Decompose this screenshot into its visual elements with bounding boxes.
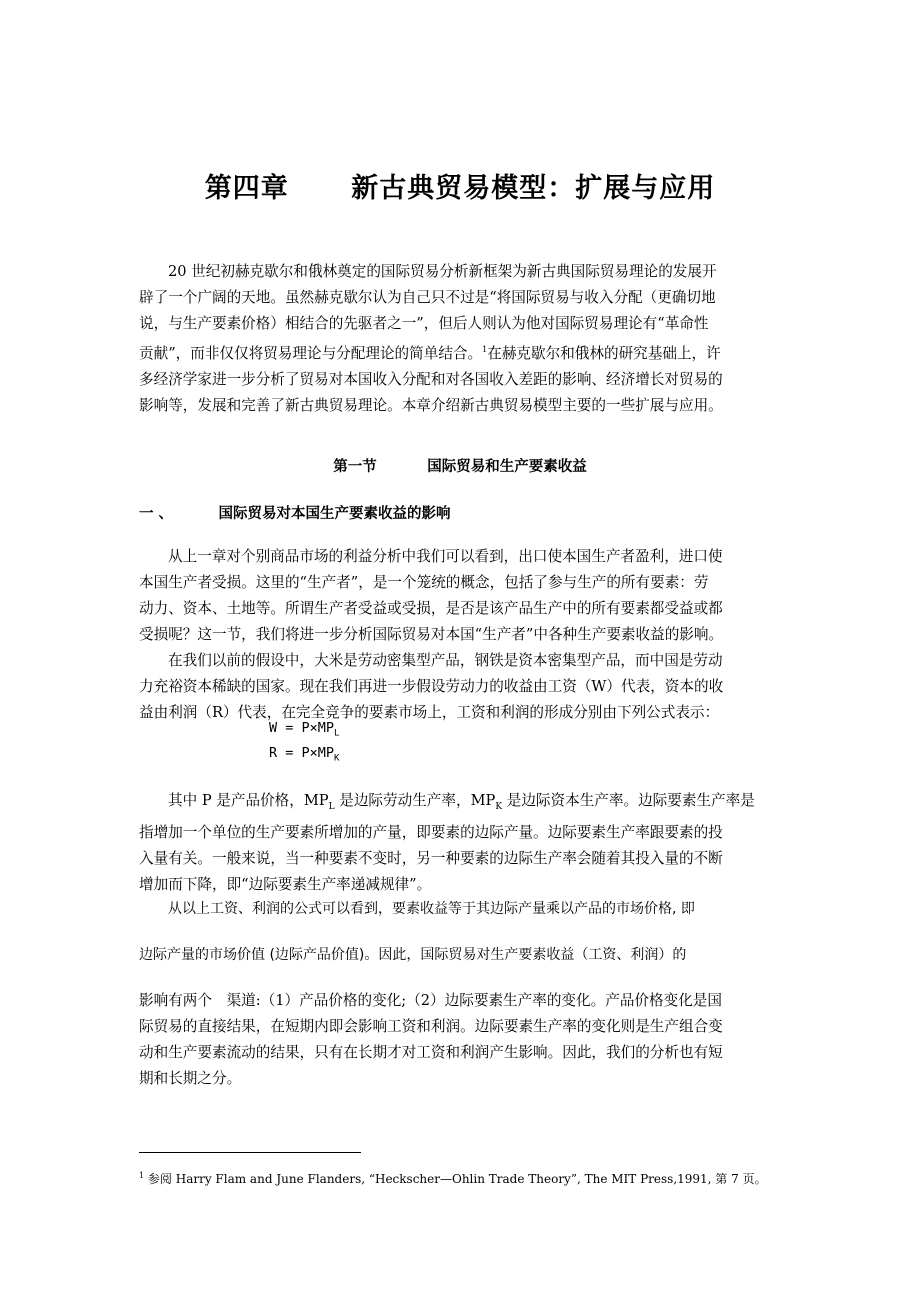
intro-paragraph: [139, 259, 781, 419]
footnote-marker: 1: [139, 1171, 145, 1180]
body-paragraph-1: [139, 544, 781, 648]
para4-line-2: 边际产量的市场价值 (边际产品价值)。因此，国际贸易对生产要素收益（工资、利润）的: [139, 947, 687, 963]
subsection-heading: [139, 502, 451, 523]
footnote-divider: [139, 1152, 361, 1153]
footnote-text: 参阅 Harry Flam and June Flanders, “Heckscher—Ohlin Trade Theory”, The MIT Press,1991, 第 7 页。: [147, 1172, 767, 1186]
intro-line: 贡献”，而非仅仅将贸易理论与分配理论的简单结合。$^1$在赫克歇尔和俄林的研究基础上，许: [139, 344, 721, 362]
chapter-number: 第四章: [204, 173, 289, 204]
body-paragraph-4: [139, 988, 781, 1092]
para4-line-1: 从以上工资、利润的公式可以看到，要素收益等于其边际产量乘以产品的市场价格, 即: [168, 901, 695, 917]
body-paragraph-3: [139, 788, 781, 898]
para-line: 其中 P 是产品价格，$MP_L$ 是边际劳动生产率，$MP_K$ 是边际资本生产率。边际要素生产率是: [168, 792, 755, 812]
para-line: 动和生产要素流动的结果，只有在长期才对工资和利润产生影响。因此，我们的分析也有短: [139, 1044, 723, 1061]
profit-formula: $R = P\times MP_K$: [269, 745, 340, 764]
intro-line: 影响等，发展和完善了新古典贸易理论。本章介绍新古典贸易模型主要的一些扩展与应用。: [139, 396, 723, 414]
para-line: 增加而下降，即“边际要素生产率递减规律”。: [139, 875, 432, 893]
para-line: 受损呢？这一节，我们将进一步分析国际贸易对本国“生产者”中各种生产要素收益的影响。: [139, 626, 724, 643]
chapter-title: 新古典贸易模型：扩展与应用: [351, 173, 716, 204]
intro-line: 说，与生产要素价格）相结合的先驱者之一”，但后人则认为他对国际贸易理论有“革命性: [139, 315, 709, 332]
intro-line: 多经济学家进一步分析了贸易对本国收入分配和对各国收入差距的影响、经济增长对贸易的: [139, 370, 723, 388]
wage-formula: $W = P\times MP_L$: [269, 720, 340, 739]
intro-line: 辟了一个广阔的天地。虽然赫克歇尔认为自己只不过是“将国际贸易与收入分配（更确切地: [139, 289, 716, 306]
footnote-ref[interactable]: 1: [482, 345, 488, 354]
footnote: [139, 1170, 767, 1187]
section-heading: [0, 455, 920, 476]
para-line: 期和长期之分。: [139, 1070, 242, 1087]
para-line: 入量有关。一般来说，当一种要素不变时，另一种要素的边际生产率会随着其投入量的不断: [139, 849, 723, 867]
para-line: 本国生产者受损。这里的“生产者”，是一个笼统的概念，包括了参与生产的所有要素：劳: [139, 574, 709, 591]
para-line: 从上一章对个别商品市场的利益分析中我们可以看到，出口使本国生产者盈利，进口使: [168, 548, 723, 565]
para-line: 动力、资本、土地等。所谓生产者受益或受损，是否是该产品生产中的所有要素都受益或都: [139, 600, 723, 617]
para-line: 指增加一个单位的生产要素所增加的产量，即要素的边际产量。边际要素生产率跟要素的投: [139, 823, 723, 841]
para-line: 际贸易的直接结果，在短期内即会影响工资和利润。边际要素生产率的变化则是生产组合变: [139, 1018, 723, 1035]
subsection-number: 一 、: [139, 506, 174, 522]
section-title: 国际贸易和生产要素收益: [427, 459, 587, 475]
body-paragraph-2: [139, 648, 781, 726]
para-line: 益由利润（R）代表，在完全竞争的要素市场上，工资和利润的形成分别由下列公式表示：: [139, 704, 720, 721]
subsection-title: 国际贸易对本国生产要素收益的影响: [218, 506, 451, 522]
para-line: 力充裕资本稀缺的国家。现在我们再进一步假设劳动力的收益由工资（W）代表，资本的收: [139, 678, 724, 695]
para-line: 在我们以前的假设中，大米是劳动密集型产品，钢铁是资本密集型产品，而中国是劳动: [168, 652, 723, 669]
para-line: 影响有两个 渠道:（1）产品价格的变化;（2）边际要素生产率的变化。产品价格变化是国: [139, 992, 722, 1009]
intro-line: 20 世纪初赫克歇尔和俄林奠定的国际贸易分析新框架为新古典国际贸易理论的发展开: [168, 263, 717, 280]
section-number: 第一节: [333, 459, 377, 475]
chapter-heading: [0, 166, 920, 205]
